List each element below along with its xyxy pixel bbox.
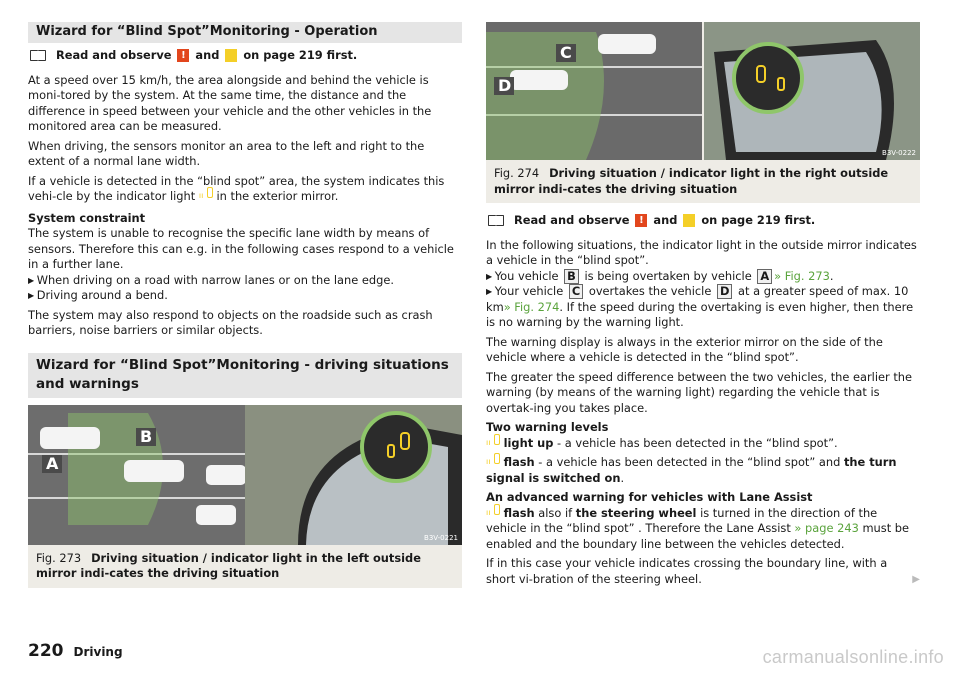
- text: must be enabled and the boundary line between the vehicles detected.: [486, 521, 910, 551]
- paragraph: The warning display is always in the exterior mirror on the side of the vehicle where a vehicle is detected in the “blind spot”.: [486, 334, 883, 364]
- paragraph: [486, 455, 920, 486]
- read-suffix[interactable]: on page 219 first.: [701, 213, 816, 227]
- list-item: [486, 284, 913, 329]
- level2-emphasis: the turn signal is switched on: [486, 455, 897, 485]
- fig-label-b: B: [140, 426, 153, 446]
- figure-number: Fig. 274: [494, 166, 540, 180]
- paragraph: [486, 238, 920, 331]
- vehicle-label-a: A: [757, 269, 772, 284]
- book-icon: [30, 50, 46, 61]
- warning-levels-block: [486, 420, 920, 451]
- level2-text: - a vehicle has been detected in the “blind spot” and: [538, 455, 841, 469]
- figure-273-caption: [28, 545, 462, 588]
- figure-273-image: [28, 405, 462, 545]
- read-prefix: Read and observe: [514, 213, 630, 227]
- levels-title: Two warning levels: [486, 420, 609, 434]
- vehicle-label-c: C: [569, 284, 583, 299]
- read-suffix[interactable]: on page 219 first.: [243, 48, 358, 62]
- text: If a vehicle is detected in the “blind spot” area, the system indicates this vehi-cle by the indicator light: [28, 173, 445, 203]
- paragraph: The greater the speed difference between the two vehicles, the earlier the warning (by means of the warning light) regarding the vehicle that is overtak-ing you takes place.: [486, 369, 913, 415]
- paragraph: [486, 556, 920, 587]
- paragraph: At a speed over 15 km/h, the area alongside and behind the vehicle is moni-tored by the system. At the same time, the distance and the difference in speed between your vehicle and the other vehicles in the monitored area can be measured.: [28, 72, 432, 133]
- fig-274-link[interactable]: » Fig. 274: [503, 299, 560, 314]
- left-column: [28, 22, 462, 588]
- text: . If the speed during the overtaking is even higher, then there is no warning by the warning light.: [486, 299, 914, 329]
- figure-number: Fig. 273: [36, 550, 82, 565]
- fig-273-link[interactable]: » Fig. 273: [774, 268, 830, 283]
- paragraph: The system may also respond to objects on the roadside such as crash barriers, noise barriers or similar objects.: [28, 307, 433, 337]
- text: If in this case your vehicle indicates crossing the boundary line, with a short vi-bration of the steering wheel.: [486, 556, 888, 586]
- page-243-link[interactable]: » page 243: [794, 521, 859, 535]
- advanced-title: An advanced warning for vehicles with Lane Assist: [486, 490, 813, 504]
- text: You vehicle: [494, 268, 559, 283]
- constraint-block: [28, 211, 462, 304]
- figure-274-image: [486, 22, 920, 160]
- paragraph: [28, 174, 462, 205]
- adv-label: flash: [503, 505, 535, 520]
- constraint-text: The system is unable to recognise the specific lane width by means of sensors. Therefore this can e.g. in the following cases respond to a vehicle in a further lane.: [28, 226, 454, 271]
- figure-273-illustration: [28, 405, 462, 545]
- watermark: carmanualsonline.info: [762, 647, 944, 667]
- text: at a greater speed of max. 10 km: [486, 284, 909, 314]
- constraint-title: System constraint: [28, 210, 146, 225]
- read-observe-line: [488, 213, 920, 229]
- level1-text: - a vehicle has been detected in the “blind spot”.: [557, 435, 838, 450]
- fig-label-a: A: [46, 453, 59, 473]
- page-number: 220: [28, 641, 64, 661]
- warning-yellow-icon: [683, 214, 695, 227]
- text: also if: [538, 505, 573, 520]
- blind-spot-indicator-icon: [486, 456, 500, 466]
- list-item: ▶ Driving around a bend.: [28, 288, 168, 302]
- text: is being overtaken by vehicle: [584, 268, 752, 283]
- vehicle-label-d: D: [717, 284, 732, 299]
- footer-section: Driving: [73, 645, 123, 659]
- figure-273: [28, 405, 462, 588]
- read-observe-line: [30, 48, 462, 64]
- level2-label: flash: [503, 455, 535, 469]
- advanced-warning-block: [486, 490, 920, 552]
- paragraph: When driving, the sensors monitor an area to the left and right to the extent of a normal lane width.: [28, 138, 425, 168]
- blind-spot-indicator-icon: [486, 507, 500, 517]
- adv-emphasis: the steering wheel: [575, 505, 697, 520]
- blind-spot-indicator-icon: [199, 190, 213, 200]
- read-and: and: [195, 48, 220, 62]
- text: .: [620, 470, 625, 485]
- level1-label: light up: [503, 435, 554, 450]
- figure-274: [486, 22, 920, 203]
- text: in the exterior mirror.: [216, 189, 339, 203]
- figure-274-illustration: [486, 22, 920, 160]
- warning-yellow-icon: [225, 49, 237, 62]
- list-item: ▶ When driving on a road with narrow lanes or on the lane edge.: [28, 273, 394, 287]
- list-item: [486, 269, 834, 283]
- read-prefix: Read and observe: [56, 48, 172, 62]
- fig-label-c: C: [560, 43, 572, 62]
- text: overtakes the vehicle: [588, 284, 712, 298]
- page-footer: [28, 641, 123, 661]
- text: is turned in the direction of the vehicle in the “blind spot” . Therefore the Lane Assist: [486, 505, 878, 535]
- text: .: [829, 268, 834, 283]
- warning-red-icon: !: [177, 49, 189, 62]
- read-and: and: [653, 213, 678, 227]
- right-column: [486, 22, 920, 591]
- section-heading-operation: Wizard for “Blind Spot”Monitoring - Operation: [28, 22, 462, 43]
- book-icon: [488, 215, 504, 226]
- continue-arrow-icon: ▶: [912, 573, 920, 585]
- figure-code: B3V-0221: [424, 533, 458, 542]
- figure-caption-text: Driving situation / indicator light in the right outside mirror indi-cates the driving situation: [494, 166, 889, 196]
- figure-code: B3V-0222: [882, 149, 916, 157]
- fig-label-d: D: [498, 76, 512, 95]
- vehicle-label-b: B: [564, 269, 579, 284]
- blind-spot-indicator-icon: [486, 437, 500, 447]
- text: Your vehicle: [494, 284, 564, 298]
- figure-274-caption: [486, 160, 920, 203]
- figure-caption-text: Driving situation / indicator light in the left outside mirror indi-cates the driving situation: [36, 550, 421, 580]
- intro-text: In the following situations, the indicator light in the outside mirror indicates a vehicle in the “blind spot”.: [486, 237, 917, 267]
- warning-red-icon: !: [635, 214, 647, 227]
- section-heading-situations: Wizard for “Blind Spot”Monitoring - driving situations and warnings: [28, 353, 462, 398]
